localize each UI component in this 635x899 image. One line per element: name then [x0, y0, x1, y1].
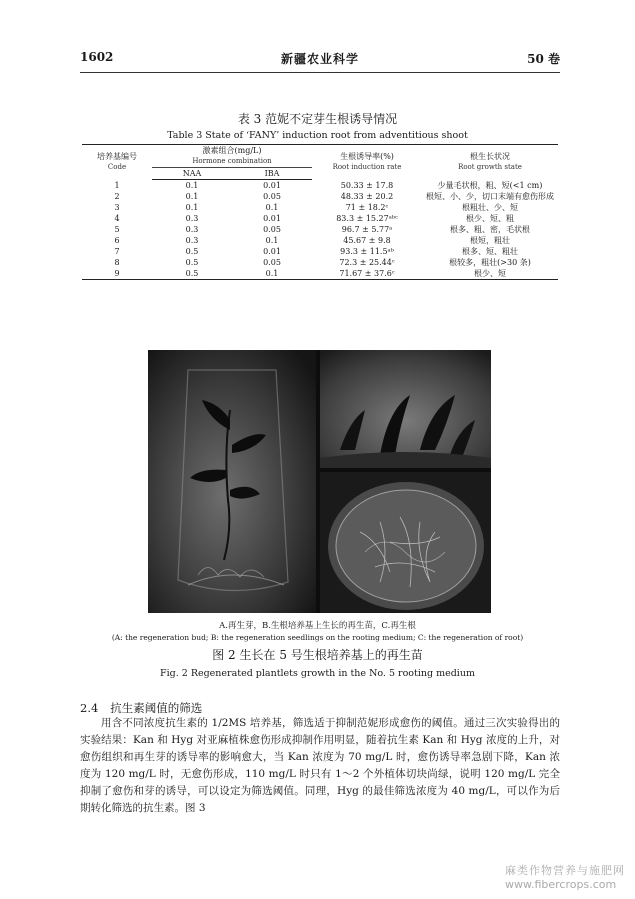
journal-title: 新疆农业科学	[280, 52, 359, 66]
header-state: 根生长状况 Root growth state	[422, 145, 558, 180]
header-rule	[80, 72, 560, 73]
header-naa: NAA	[152, 168, 232, 180]
table-row: 7 0.5 0.01 93.3 ± 11.5ᵃᵇ 根多、短、粗壮	[114, 247, 518, 256]
regeneration-bud-photo	[320, 350, 491, 468]
header-hormone: 激素组合(mg/L) Hormone combination	[152, 145, 312, 168]
header-rate: 生根诱导率(%) Root induction rate	[312, 145, 422, 180]
regeneration-root-photo	[320, 472, 491, 613]
table-caption-en: Table 3 State of ‘FANY’ induction root from adventitious shoot	[167, 130, 468, 141]
root-induction-table	[82, 144, 558, 280]
figure-legend-cn: A.再生芽，B.生根培养基上生长的再生苗，C.再生根	[219, 621, 416, 631]
figure-photo-composite	[148, 350, 491, 613]
figure-legend-en: (A: the regeneration bud; B: the regeneration seedlings on the rooting medium; C: the regeneration of root)	[111, 633, 524, 642]
header-iba: IBA	[232, 168, 312, 180]
body-paragraph: 用含不同浓度抗生素的 1/2MS 培养基，筛选适于抑制范妮形成愈伤的阈值。通过三次实验得出的实验结果：Kan 和 Hyg 对亚麻植株愈伤形成抑制作用明显，随着抗生素 Kan 和 Hyg 浓度的上升，对愈伤组织和再生芽的诱导率的影响愈大，当 Kan 浓度为 70 mg/L 时，愈伤诱导率急剧下降，Kan 浓度为 120 mg/L 时，无愈伤形成，110 mg/L 时只有 1～2 个外植体切块尚绿，说明 120 mg/L 完全抑制了愈伤和芽的诱导，可以设定为筛选阈值。同理，Hyg 的最佳筛选浓度为 40 mg/L，可以作为后期转化筛选的抗生素。图 3	[80, 717, 560, 814]
table-row: 6 0.3 0.1 45.67 ± 9.8 根短，粗壮	[114, 236, 510, 245]
figure-caption-cn: 图 2 生长在 5 号生根培养基上的再生苗	[212, 648, 423, 662]
photo-panel-b	[320, 350, 491, 468]
table-row: 9 0.5 0.1 71.67 ± 37.6ᶜ 根少、短	[82, 268, 558, 280]
page-number: 1602	[80, 50, 114, 64]
running-header	[80, 50, 560, 66]
regeneration-seedling-photo	[148, 350, 316, 613]
table-row: 8 0.5 0.05 72.3 ± 25.44ᶜ 根较多，粗壮(>30 条)	[114, 258, 531, 267]
watermark-url: www.fibercrops.com	[505, 878, 617, 891]
section-title: 抗生素阈值的筛选	[110, 701, 203, 715]
table-row: 1 0.1 0.01 50.33 ± 17.8 少量毛状根，粗、短(<1 cm)	[114, 180, 543, 190]
photo-panel-c	[320, 472, 491, 613]
table-row: 5 0.3 0.05 96.7 ± 5.77ᵃ 根多、粗、密，毛状根	[114, 225, 530, 234]
figure-caption-en: Fig. 2 Regenerated plantlets growth in the No. 5 rooting medium	[160, 668, 475, 679]
header-code: 培养基编号 Code	[82, 145, 152, 180]
section-heading	[80, 700, 202, 716]
table-row: 2 0.1 0.05 48.33 ± 20.2 根短、小、少，切口末端有愈伤形成	[114, 192, 554, 201]
photo-panel-a	[148, 350, 316, 613]
section-number: 2.4	[80, 701, 99, 715]
table-row: 3 0.1 0.1 71 ± 18.2ᶜ 根粗壮、少、短	[114, 203, 518, 212]
volume: 50 卷	[527, 52, 560, 66]
watermark-cn: 麻类作物营养与施肥网	[505, 864, 625, 877]
table-caption-cn: 表 3 范妮不定芽生根诱导情况	[237, 112, 398, 126]
table-row: 4 0.3 0.01 83.3 ± 15.27ᵃᵇᶜ 根少、短、粗	[114, 214, 514, 223]
